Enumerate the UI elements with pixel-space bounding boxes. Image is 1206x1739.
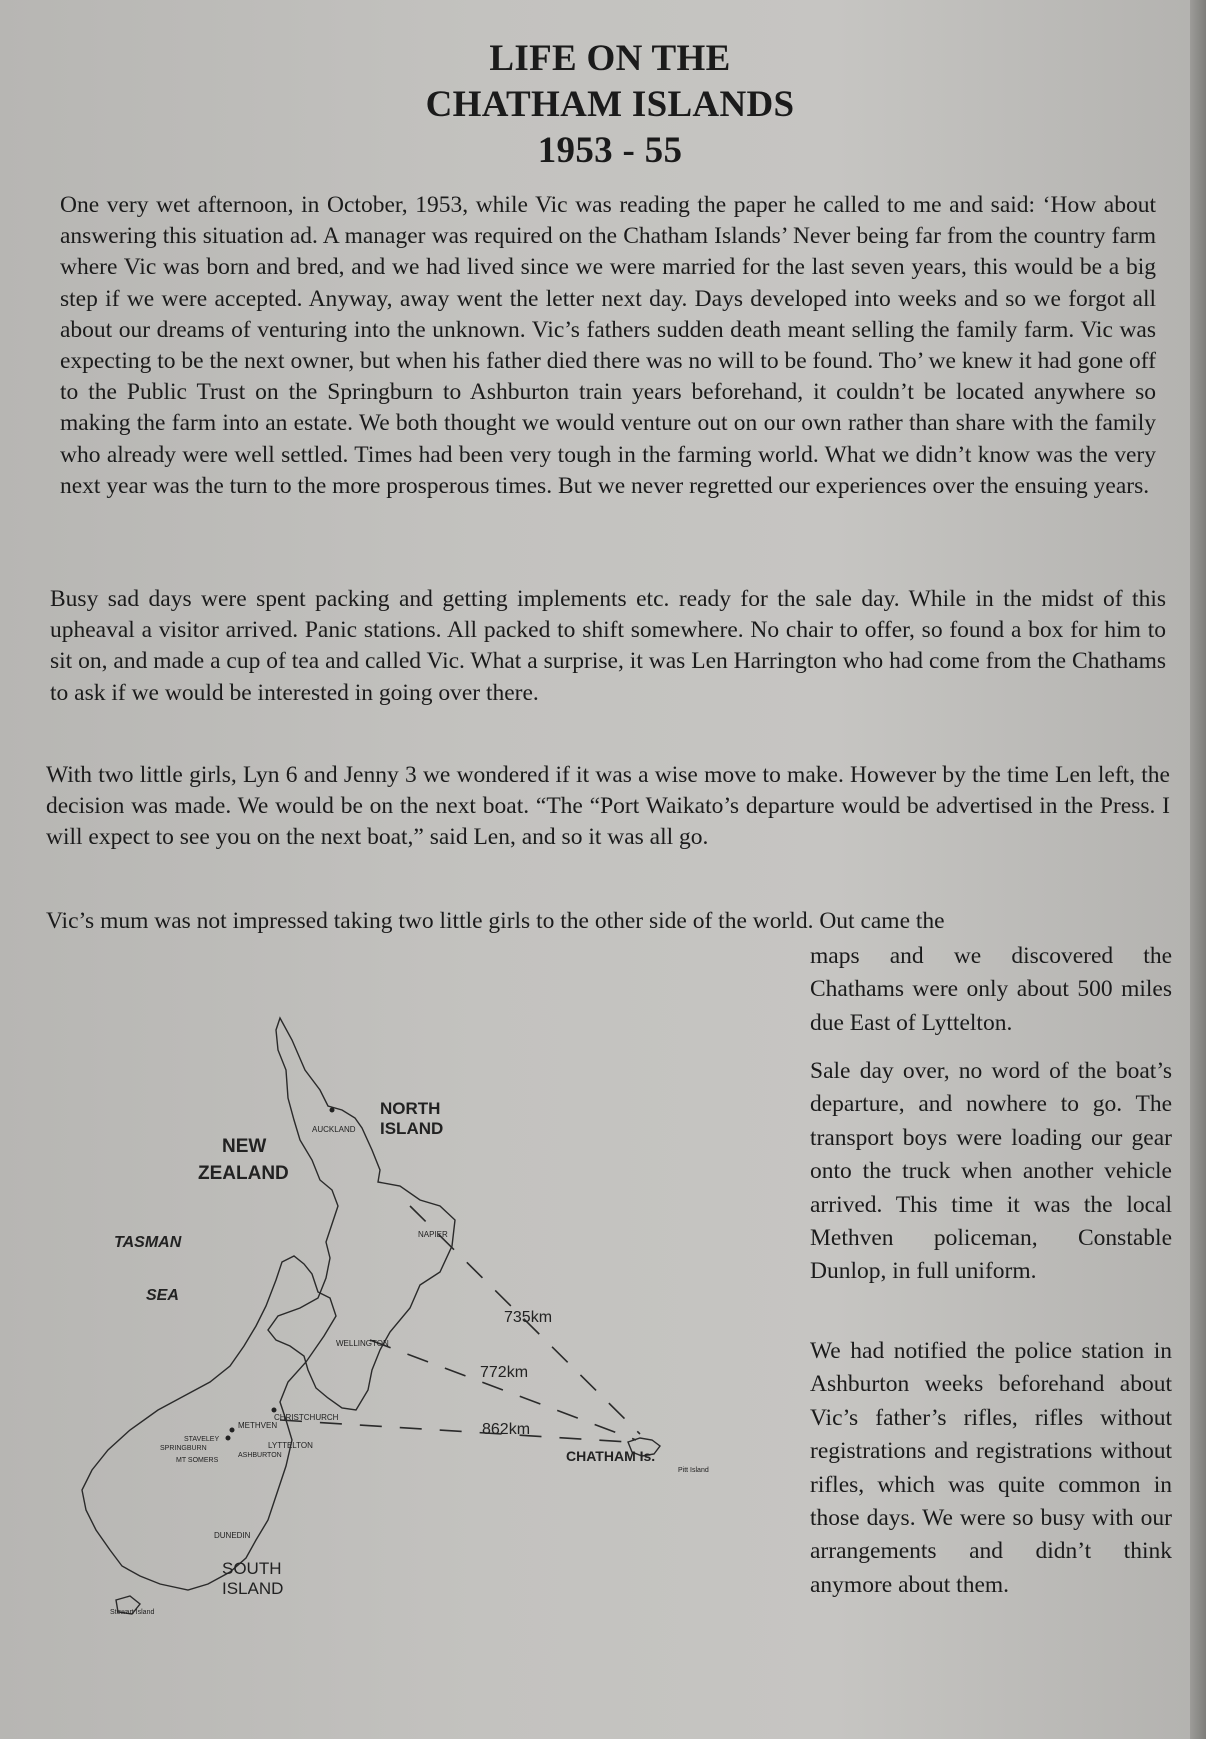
- paragraph-4-continued: maps and we discovered the Chathams were only about 500 miles due East of Lyttelton.: [810, 943, 1172, 1036]
- label-north-island-1: NORTH: [380, 1099, 441, 1118]
- label-dunedin: DUNEDIN: [214, 1531, 251, 1540]
- label-methven: METHVEN: [238, 1421, 278, 1430]
- label-pitt-island: Pitt Island: [678, 1467, 709, 1474]
- page-title: [300, 36, 920, 174]
- label-dist-lyttelton: 862km: [482, 1421, 531, 1438]
- label-auckland: AUCKLAND: [312, 1125, 356, 1134]
- label-chatham: CHATHAM Is.: [566, 1448, 656, 1464]
- paragraph-5: Sale day over, no word of the boat’s departure, and nowhere to go. The transport boys were loading our gear onto the truck when another vehicle arrived. This time it was the local Methven policeman, Constable Dunlop, in full uniform.: [810, 1058, 1172, 1285]
- north-island-outline: [268, 1018, 455, 1410]
- christchurch-dot: [272, 1408, 277, 1413]
- paragraph-1: One very wet afternoon, in October, 1953, while Vic was reading the paper he called to me and said: ‘How about answering this situation ad. A manager was required on the Chatham Islands’ Never being far from the country farm where Vic was born and bred, and we had lived since we were married for the last seven years, this would be a big step if we were accepted. Anyway, away went the letter next day. Days developed into weeks and so we forgot all about our dreams of venturing into the unknown. Vic’s fathers sudden death meant selling the family farm. Vic was expecting to be the next owner, but when his father died there was no will to be found. Tho’ we knew it had gone off to the Public Trust on the Springburn to Ashburton train years beforehand, it couldn’t be located anywhere so making the farm into an estate. We both thought we would venture out on our own rather than share with the family who already were well settled. Times had been very tough in the farming world. What we didn’t know was the very next year was the turn to the more prosperous times. But we never regretted our experiences over the ensuing years.: [60, 192, 1156, 499]
- label-new-zealand-2: ZEALAND: [198, 1163, 289, 1184]
- label-tasman-2: SEA: [146, 1287, 179, 1304]
- label-lyttelton: LYTTELTON: [268, 1441, 313, 1450]
- label-south-island-2: ISLAND: [222, 1579, 284, 1598]
- title-line-3: 1953 - 55: [537, 130, 683, 171]
- title-line-1: LIFE ON THE: [489, 38, 731, 79]
- paragraph-6: We had notified the police station in Ashburton weeks beforehand about Vic’s father’s rifles, rifles without registrations and registrations without rifles, which was quite common in those days. We were so busy with our arrangements and didn’t think anymore about them.: [810, 1338, 1172, 1598]
- label-stewart-island: Stewart Island: [110, 1609, 155, 1616]
- paragraph-3: With two little girls, Lyn 6 and Jenny 3 we wondered if it was a wise move to make. However by the time Len left, the decision was made. We would be on the next boat. “The “Port Waikato’s departure would be advertised in the Press. I will expect to see you on the next boat,” said Len, and so it was all go.: [46, 762, 1170, 851]
- auckland-dot: [330, 1108, 335, 1113]
- book-spine: [1190, 0, 1206, 1739]
- label-springburn: SPRINGBURN: [160, 1445, 207, 1452]
- label-tasman-1: TASMAN: [114, 1234, 182, 1251]
- label-north-island-2: ISLAND: [380, 1119, 444, 1138]
- paragraph-2: Busy sad days were spent packing and getting implements etc. ready for the sale day. While in the midst of this upheaval a visitor arrived. Panic stations. All packed to shift somewhere. No chair to offer, so found a box for him to sit on, and made a cup of tea and called Vic. What a surprise, it was Len Harrington who had come from the Chathams to ask if we would be interested in going over there.: [50, 586, 1166, 706]
- label-dist-napier: 735km: [504, 1309, 553, 1326]
- label-christchurch: CHRISTCHURCH: [274, 1413, 339, 1422]
- springburn-dot: [226, 1436, 231, 1441]
- paragraph-4-start: Vic’s mum was not impressed taking two little girls to the other side of the world. Out came the: [46, 908, 945, 934]
- label-mt-somers: MT SOMERS: [176, 1457, 219, 1464]
- label-wellington: WELLINGTON: [336, 1339, 389, 1348]
- label-ashburton: ASHBURTON: [238, 1452, 282, 1459]
- label-napier: NAPIER: [418, 1230, 448, 1239]
- label-south-island-1: SOUTH: [222, 1559, 282, 1578]
- title-line-2: CHATHAM ISLANDS: [425, 84, 795, 125]
- label-new-zealand-1: NEW: [222, 1136, 267, 1157]
- methven-dot: [230, 1428, 235, 1433]
- label-dist-wellington: 772km: [480, 1364, 529, 1381]
- label-staveley: STAVELEY: [184, 1436, 220, 1443]
- new-zealand-map: [80, 1010, 760, 1630]
- south-island-outline: [82, 1256, 336, 1590]
- route-lyttelton: [280, 1420, 628, 1442]
